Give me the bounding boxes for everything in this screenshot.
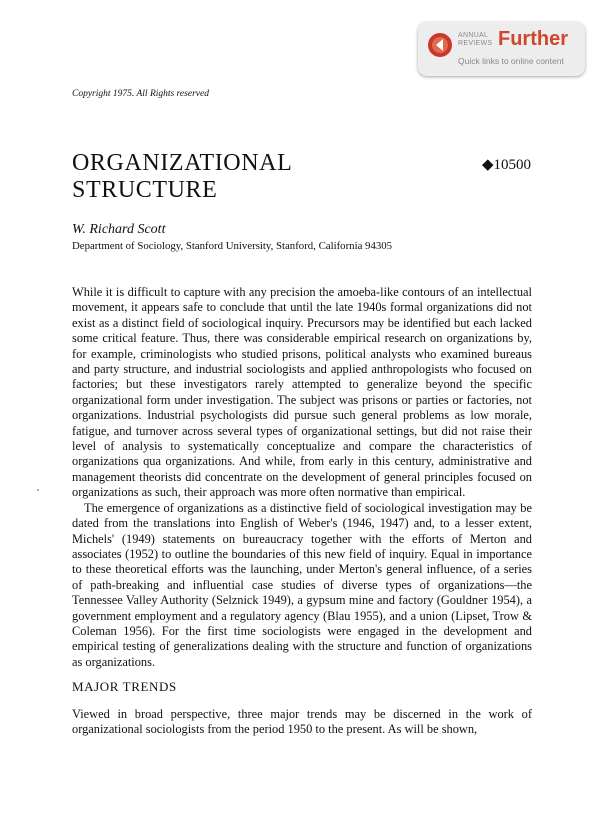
further-badge[interactable]: [418, 22, 585, 76]
paragraph-1: While it is difficult to capture with any precision the amoeba-like contours of an intellectual movement, it appears safe to conclude that until the late 1940s formal organizations did not exist as a distinct field of sociological inquiry. Precursors may be identified but each lacked some critical feature. Thus, there was considerable empirical research on organizations by, for example, criminologists who studied prisons, political analysts who examined bureaus and party structure, and industrial sociologists and applied anthropologists who focused on factories; but these investigators rarely attempted to generalize beyond the specific organizational form under investigation. The subject was prisons or parties or factories, not organizations. Industrial psychologists did pursue such general problems as low morale, fatigue, and turnover across several types of organizational settings, but did not raise their level of analysis to systematically conceptualize and compare the characteristics of organizations qua organizations. And while, from early in this century, administrative and management theorists did concentrate on the development of general principles focused on organizations as such, their approach was more often normative than empirical.: [72, 285, 532, 500]
section-heading: MAJOR TRENDS: [72, 679, 177, 695]
article-body: [72, 285, 532, 737]
annual-reviews-logo-icon: [427, 32, 453, 58]
margin-speck: [37, 489, 39, 491]
badge-subtitle: Quick links to online content: [458, 56, 564, 66]
author-affiliation: Department of Sociology, Stanford University, Stanford, California 94305: [72, 240, 393, 252]
paragraph-3: Viewed in broad perspective, three major trends may be discerned in the work of organizational sociologists from the period 1950 to the present. As will be shown,: [72, 706, 532, 736]
badge-further-label: Further: [498, 28, 568, 50]
copyright-notice: Copyright 1975. All Rights reserved: [72, 89, 209, 99]
article-code: ◆10500: [482, 157, 532, 173]
badge-brand: ANNUAL REVIEWS: [458, 32, 493, 47]
paragraph-2: The emergence of organizations as a distinctive field of sociological investigation may be dated from the translations into English of Weber's (1946, 1947) and, to a lesser extent, Michels' (1949) statements on bureaucracy together with the efforts of Merton and associates (1952) to outline the boundaries of this new field of inquiry. Equal in importance to these theoretical efforts was the launching, under Merton's general influence, of a series of path-breaking and influential case studies of diverse types of organizations—the Tennessee Valley Authority (Selznick 1949), a gypsum mine and factory (Gouldner 1954), a government employment and a regulatory agency (Blau 1955), and a union (Lipset, Trow & Coleman 1956). For the first time sociologists were engaged in the development and empirical testing of generalizations dealing with the structure and function of organizations as organizations.: [72, 500, 532, 669]
author-name: W. Richard Scott: [72, 222, 166, 237]
article-title: ORGANIZATIONAL STRUCTURE: [72, 150, 293, 203]
